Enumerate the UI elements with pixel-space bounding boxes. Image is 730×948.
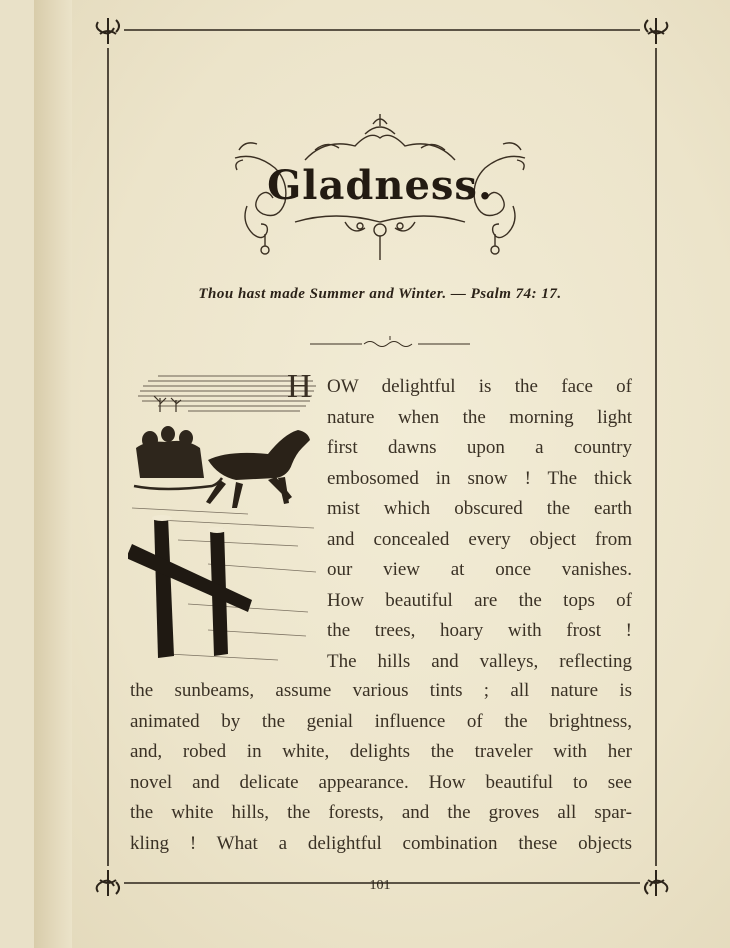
body-text-full-width xyxy=(130,676,632,859)
chapter-title: Gladness. xyxy=(267,162,493,209)
corner-ornament-top-left xyxy=(97,18,119,44)
text-line: and, robed in white, delights the traveler with her xyxy=(130,741,632,762)
text-line: our view at once vanishes. xyxy=(327,559,632,580)
text-line: OW delightful is the face of xyxy=(327,376,632,397)
text-line: nature when the morning light xyxy=(327,406,632,428)
title-cartouche xyxy=(225,110,535,270)
divider-ornament-icon xyxy=(310,334,470,350)
text-line: embosomed in snow ! The thick xyxy=(327,467,632,489)
text-line: The hills and valleys, reflecting xyxy=(327,650,632,672)
corner-ornament-bottom-left xyxy=(97,870,119,896)
page-number: 101 xyxy=(369,878,391,893)
text-line: animated by the genial influence of the brightness, xyxy=(130,710,632,732)
epigraph: Thou hast made Summer and Winter. — Psalm 74: 17. xyxy=(198,286,562,302)
corner-ornament-bottom-right xyxy=(645,870,667,896)
text-line: novel and delicate appearance. How beautiful to see xyxy=(130,771,632,793)
text-line: the trees, hoary with frost ! xyxy=(327,620,632,641)
sleigh-illustration xyxy=(128,368,320,668)
body-text-beside-image xyxy=(327,372,632,677)
text-line: How beautiful are the tops of xyxy=(327,589,632,611)
text-line: first dawns upon a country xyxy=(327,437,632,458)
text-line: and concealed every object from xyxy=(327,528,632,550)
drop-cap: H xyxy=(287,368,312,405)
text-line: kling ! What a delightful combination these objects xyxy=(130,832,632,854)
text-line: mist which obscured the earth xyxy=(327,498,632,519)
corner-ornament-top-right xyxy=(645,18,667,44)
text-line: the white hills, the forests, and the groves all spar- xyxy=(130,802,632,823)
text-line: the sunbeams, assume various tints ; all nature is xyxy=(130,680,632,701)
